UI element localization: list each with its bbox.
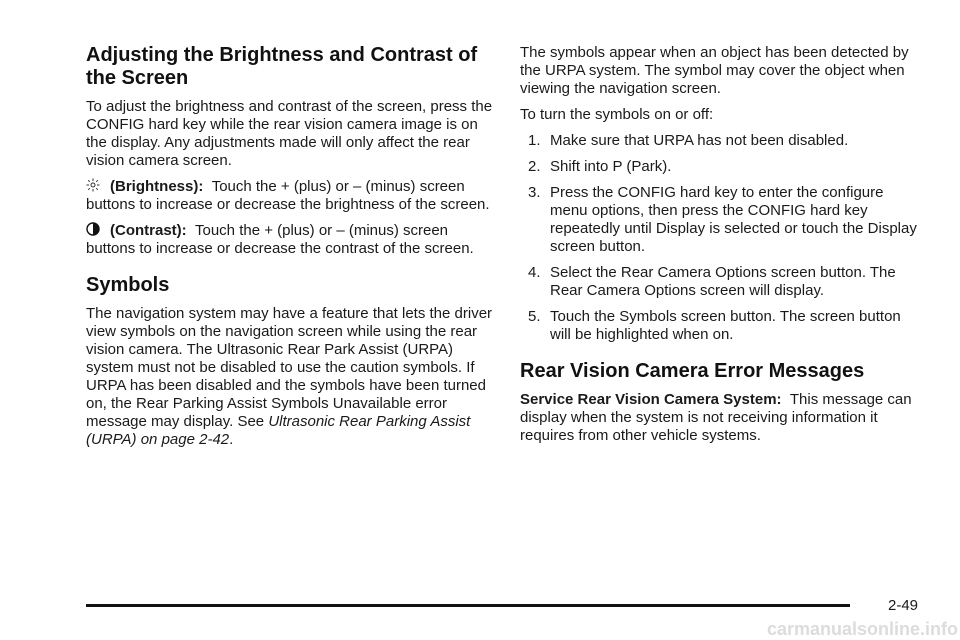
footer-rule [86,604,850,607]
steps-list [520,132,920,344]
watermark-logo [560,618,960,640]
heading-rear-vision-errors: Rear Vision Camera Error Messages [520,360,865,382]
svg-text:carmanualsonline.info: carmanualsonline.info [766,619,958,639]
heading-brightness-contrast: Adjusting the Brightness and Contrast of the Screen [86,44,478,89]
list-item: 2. Shift into P (Park). [528,158,672,175]
contrast-term: (Contrast): [110,222,187,239]
symbols-text: The navigation system may have a feature that lets the driver view symbols on the navigation screen while using the rear vision camera. The Ultrasonic Rear Park Assist (URPA) system must not be disabled to use the caution symbols. If URPA has been disabled and the symbols have been turned on, the Rear Parking Assist Symbols Unavailable error message may display. See [86,305,493,430]
turn-symbols-paragraph: To turn the symbols on or off: [520,106,714,123]
symbols-paragraph [86,305,496,449]
brightness-text: Touch the + (plus) or – (minus) screen buttons to increase or decrease the brightness of the screen. [86,178,490,213]
brightness-term: (Brightness): [110,178,204,195]
error-message-paragraph [520,391,920,445]
intro-paragraph: To adjust the brightness and contrast of the screen, press the CONFIG hard key while the rear vision camera image is on the display. Any adjustments made will only affect the rear vision camera screen. [86,98,493,169]
symbols-end: . [229,431,234,448]
symbols-detected-paragraph: The symbols appear when an object has been detected by the URPA system. The symbol may cover the object when viewing the navigation screen. [520,44,909,97]
brightness-paragraph [86,178,496,214]
list-item: 4. Select the Rear Camera Options screen button. The Rear Camera Options screen will display. [528,264,896,299]
contrast-paragraph [86,222,496,258]
heading-symbols: Symbols [86,274,170,296]
sun-icon [86,178,100,192]
list-item: 1. Make sure that URPA has not been disabled. [528,132,849,149]
page-number: 2-49 [888,597,919,614]
list-item: 3. Press the CONFIG hard key to enter the configure menu options, then press the CONFIG hard key repeatedly until Display is selected or touch the Display screen button. [528,184,917,255]
right-column [520,44,920,453]
half-circle-icon [86,222,100,236]
urpa-reference-link[interactable]: Ultrasonic Rear Parking Assist (URPA) on page 2-42 [86,413,471,448]
error-term: Service Rear Vision Camera System: [520,391,782,408]
contrast-text: Touch the + (plus) or – (minus) screen buttons to increase or decrease the contrast of the screen. [86,222,474,257]
list-item: 5. Touch the Symbols screen button. The screen button will be highlighted when on. [528,308,901,343]
left-column [86,44,496,457]
error-text: This message can display when the system is not receiving information it requires from other vehicle systems. [520,391,912,444]
